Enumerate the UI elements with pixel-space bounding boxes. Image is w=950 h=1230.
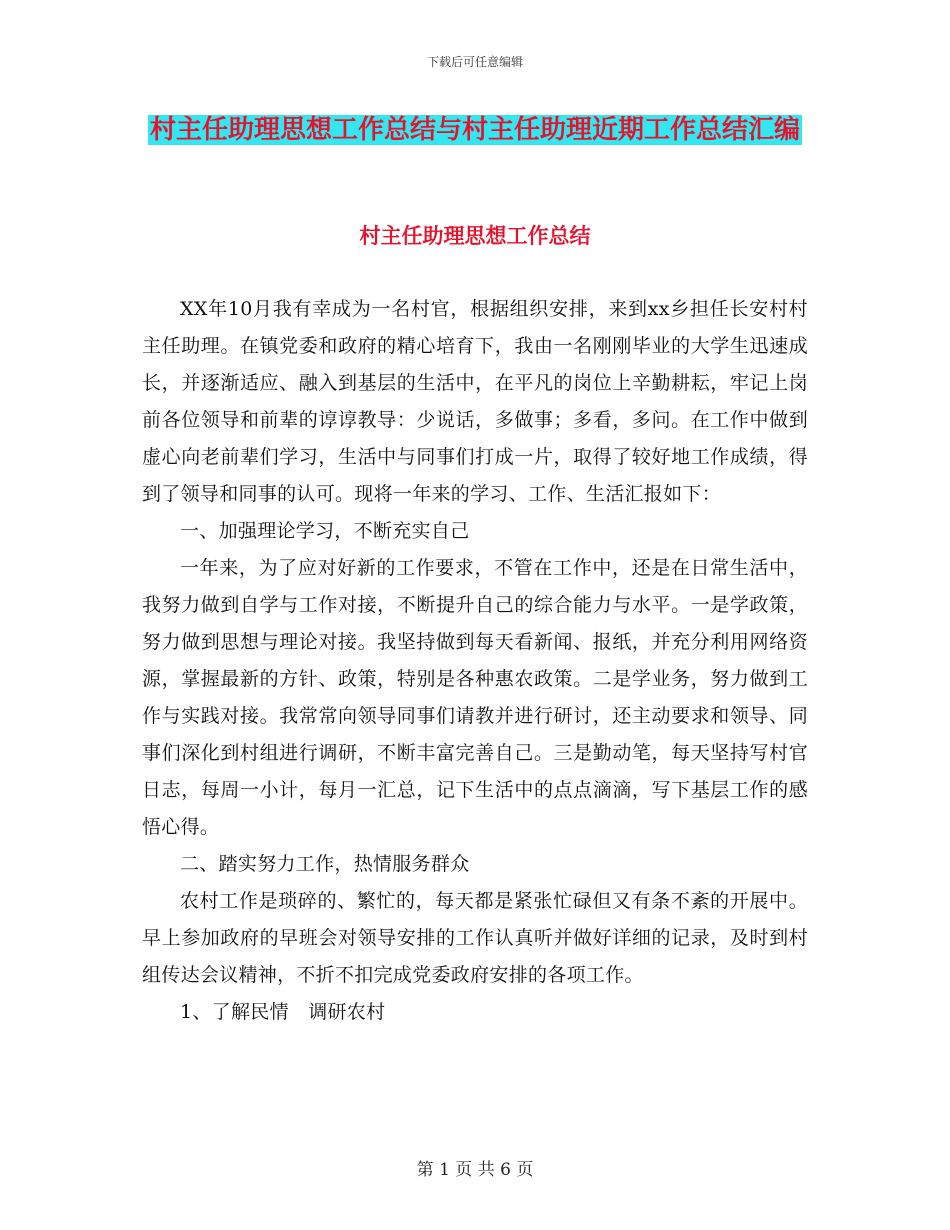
paragraph-study: 一年来，为了应对好新的工作要求，不管在工作中，还是在日常生活中，我努力做到自学与工作对接，不断提升自己的综合能力与水平。一是学政策，努力做到思想与理论对接。我坚持做到每天看新闻、报纸，并充分利用网络资源，掌握最新的方针、政策，特别是各种惠农政策。二是学业务，努力做到工作与实践对接。我常常向领导同事们请教并进行研讨，还主动要求和领导、同事们深化到村组进行调研，不断丰富完善自己。三是勤动笔，每天坚持写村官日志，每周一小计，每月一汇总，记下生活中的点点滴滴，写下基层工作的感悟心得。	[142, 557, 808, 838]
document-body	[142, 291, 808, 1031]
paragraph-heading-2: 二、踏实努力工作，热情服务群众	[180, 853, 470, 875]
document-title	[140, 108, 810, 152]
header-note: 下载后可任意编辑	[426, 55, 523, 69]
document-title-text: 村主任助理思想工作总结与村主任助理近期工作总结汇编	[149, 115, 800, 145]
paragraph-work: 农村工作是琐碎的、繁忙的，每天都是紧张忙碌但又有条不紊的开展中。早上参加政府的早班会对领导安排的工作认真听并做好详细的记录，及时到村组传达会议精神，不折不扣完成党委政府安排的各项工作。	[142, 890, 808, 986]
paragraph-intro: XX年10月我有幸成为一名村官，根据组织安排，来到xx乡担任长安村村主任助理。在镇党委和政府的精心培育下，我由一名刚刚毕业的大学生迅速成长，并逐渐适应、融入到基层的生活中，在平凡的岗位上辛勤耕耘，牢记上岗前各位领导和前辈的谆谆教导：少说话，多做事；多看，多问。在工作中做到虚心向老前辈们学习，生活中与同事们打成一片，取得了较好地工作成绩，得到了领导和同事的认可。现将一年来的学习、工作、生活汇报如下：	[142, 298, 808, 505]
section-title: 村主任助理思想工作总结	[359, 223, 591, 248]
paragraph-subheading-1: 1、了解民情 调研农村	[180, 1001, 386, 1023]
paragraph-heading-1: 一、加强理论学习，不断充实自己	[180, 520, 470, 542]
page-footer: 第 1 页 共 6 页	[416, 1160, 534, 1180]
